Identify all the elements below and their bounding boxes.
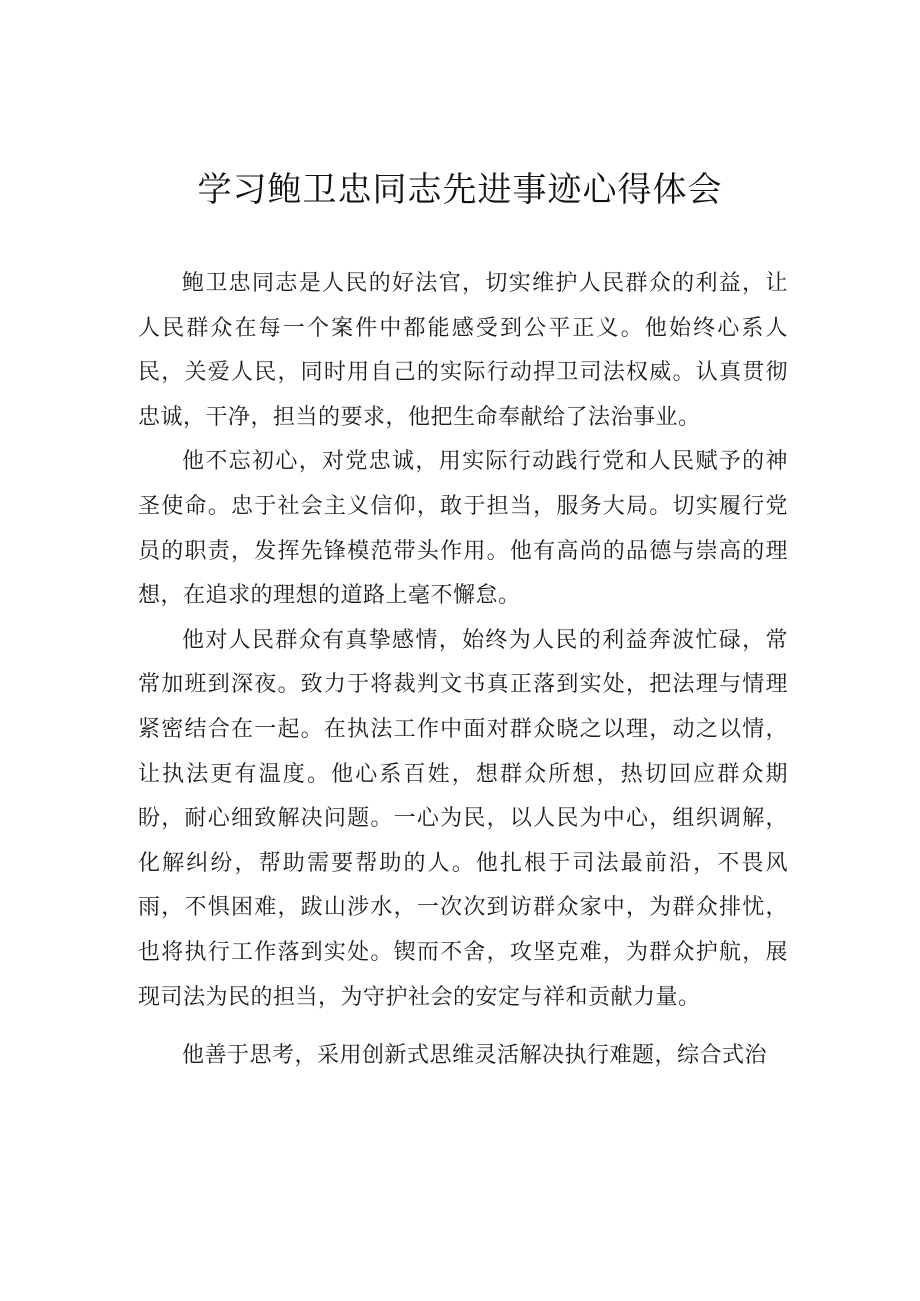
paragraph-1: 鲍卫忠同志是人民的好法官，切实维护人民群众的利益，让人民群众在每一个案件中都能感受到公平正义。他始终心系人民，关爱人民，同时用自己的实际行动捍卫司法权威。认真贯彻忠诚，干净，担当的要求，他把生命奉献给了法治事业。 (138, 271, 788, 430)
paragraph-2: 他不忘初心，对党忠诚，用实际行动践行党和人民赋予的神圣使命。忠于社会主义信仰，敢于担当，服务大局。切实履行党员的职责，发挥先锋模范带头作用。他有高尚的品德与崇高的理想，在追求的理想的道路上毫不懈怠。 (138, 449, 788, 609)
document-body (138, 262, 788, 1079)
document-title: 学习鲍卫忠同志先进事迹心得体会 (197, 170, 723, 210)
paragraph-4: 他善于思考，采用创新式思维灵活解决执行难题，综合式治 (182, 1043, 768, 1069)
paragraph-3: 他对人民群众有真挚感情，始终为人民的利益奔波忙碌，常常加班到深夜。致力于将裁判文书真正落到实处，把法理与情理紧密结合在一起。在执法工作中面对群众晓之以理，动之以情，让执法更有温度。他心系百姓，想群众所想，热切回应群众期盼，耐心细致解决问题。一心为民，以人民为中心，组织调解，化解纠纷，帮助需要帮助的人。他扎根于司法最前沿，不畏风雨，不惧困难，跋山涉水，一次次到访群众家中，为群众排忧，也将执行工作落到实处。锲而不舍，攻坚克难，为群众护航，展现司法为民的担当，为守护社会的安定与祥和贡献力量。 (138, 627, 788, 1010)
